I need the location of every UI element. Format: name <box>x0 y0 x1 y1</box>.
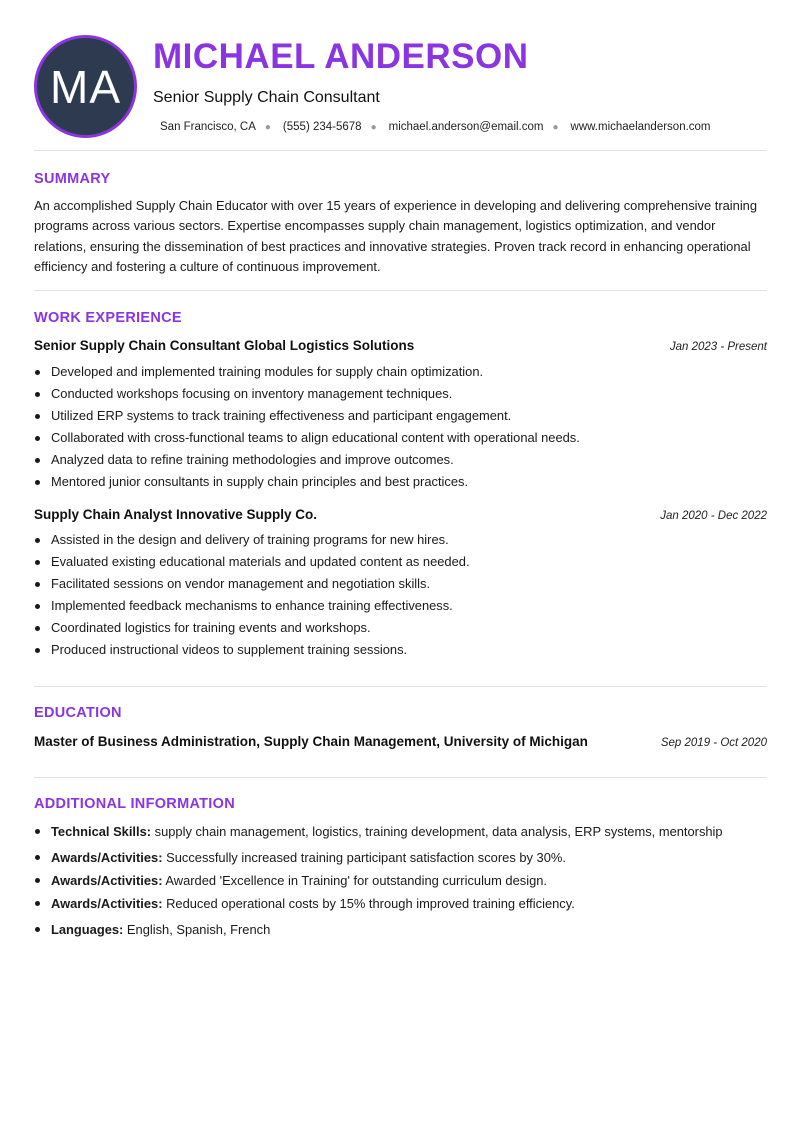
list-item: Assisted in the design and delivery of training programs for new hires. <box>51 529 470 551</box>
list-item: Facilitated sessions on vendor management and negotiation skills. <box>51 573 470 595</box>
divider <box>34 290 767 291</box>
contact-line <box>160 121 711 133</box>
list-item: Conducted workshops focusing on inventory management techniques. <box>51 383 580 405</box>
list-item <box>51 846 723 869</box>
job-title: Supply Chain Analyst Innovative Supply Co. <box>34 507 318 522</box>
info-text: Awarded 'Excellence in Training' for outstanding curriculum design. <box>162 873 547 888</box>
divider <box>34 686 767 687</box>
list-item <box>51 869 723 892</box>
contact-phone: (555) 234-5678 <box>282 121 362 133</box>
list-item: Produced instructional videos to supplement training sessions. <box>51 639 470 661</box>
list-item <box>51 918 723 941</box>
info-text: English, Spanish, French <box>123 922 271 937</box>
summary-heading: SUMMARY <box>34 171 111 187</box>
work-experience-heading: WORK EXPERIENCE <box>34 310 182 326</box>
separator-dot-icon: ● <box>370 121 377 133</box>
education-heading: EDUCATION <box>34 705 122 721</box>
job-bullet-list <box>51 529 470 662</box>
list-item: Analyzed data to refine training methodologies and improve outcomes. <box>51 449 580 471</box>
separator-dot-icon: ● <box>552 121 559 133</box>
info-label: Awards/Activities: <box>51 896 163 911</box>
additional-info-list <box>51 820 723 941</box>
list-item: Collaborated with cross-functional teams to align educational content with operational needs. <box>51 427 580 449</box>
job-title: Senior Supply Chain Consultant Global Logistics Solutions <box>34 338 415 353</box>
info-text: Reduced operational costs by 15% through improved training efficiency. <box>162 896 575 911</box>
info-text: Successfully increased training participant satisfaction scores by 30%. <box>162 850 566 865</box>
contact-email[interactable]: michael.anderson@email.com <box>388 121 544 133</box>
avatar <box>34 35 137 138</box>
list-item <box>51 820 723 843</box>
list-item: Developed and implemented training modules for supply chain optimization. <box>51 361 580 383</box>
list-item <box>51 892 723 915</box>
list-item: Evaluated existing educational materials and updated content as needed. <box>51 551 470 573</box>
info-label: Languages: <box>51 922 124 937</box>
job-dates: Jan 2020 - Dec 2022 <box>660 510 767 522</box>
candidate-title: Senior Supply Chain Consultant <box>153 89 380 106</box>
degree-title: Master of Business Administration, Supply Chain Management, University of Michigan <box>34 734 588 749</box>
additional-info-heading: ADDITIONAL INFORMATION <box>34 796 235 812</box>
list-item: Coordinated logistics for training events and workshops. <box>51 617 470 639</box>
contact-location: San Francisco, CA <box>160 121 256 133</box>
info-text: supply chain management, logistics, training development, data analysis, ERP systems, mentorship <box>151 824 723 839</box>
list-item: Mentored junior consultants in supply chain principles and best practices. <box>51 471 580 493</box>
separator-dot-icon: ● <box>264 121 271 133</box>
summary-text: An accomplished Supply Chain Educator with over 15 years of experience in developing and delivering comprehensive training programs across various sectors. Expertise encompasses supply chain management, logistics optimization, and vendor relations, ensuring the dissemination of best practices and innovative strategies. Proven track record in enhancing operational efficiency and fostering a culture of continuous improvement. <box>34 198 758 274</box>
info-label: Awards/Activities: <box>51 873 163 888</box>
job-bullet-list <box>51 361 580 494</box>
list-item: Implemented feedback mechanisms to enhance training effectiveness. <box>51 595 470 617</box>
divider <box>34 777 767 778</box>
education-dates: Sep 2019 - Oct 2020 <box>660 737 767 749</box>
list-item: Utilized ERP systems to track training effectiveness and participant engagement. <box>51 405 580 427</box>
info-label: Awards/Activities: <box>51 850 163 865</box>
job-dates: Jan 2023 - Present <box>669 341 767 353</box>
divider <box>34 150 767 151</box>
candidate-name: MICHAEL ANDERSON <box>153 37 529 76</box>
avatar-initials: MA <box>50 60 121 113</box>
info-label: Technical Skills: <box>51 824 152 839</box>
contact-website[interactable]: www.michaelanderson.com <box>570 121 711 133</box>
